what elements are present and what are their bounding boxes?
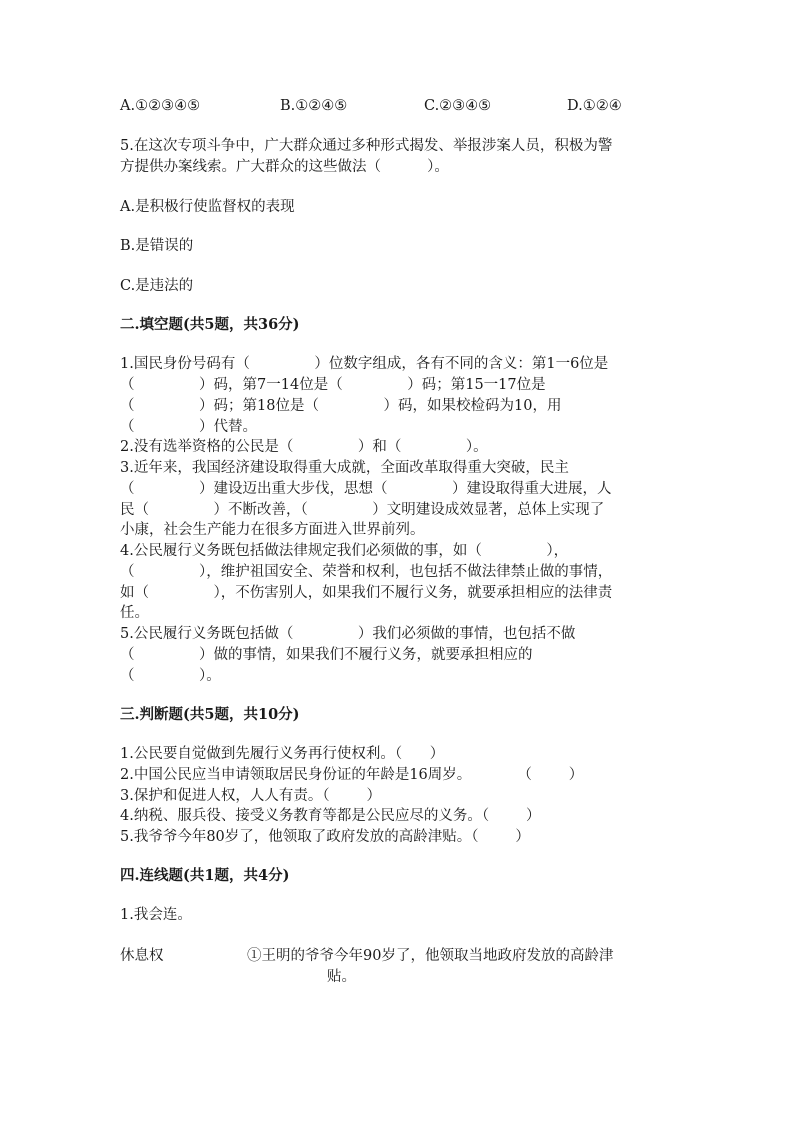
section-2-line: 小康，社会生产能力在很多方面进入世界前列。 [120, 522, 425, 538]
section-2-line: （ ）码；第18位是（ ）码，如果校检码为10，用 [120, 398, 562, 414]
q4-option-a: A.①②③④⑤ [120, 98, 201, 114]
q4-option-d: D.①②④ [567, 98, 622, 114]
section-2-line: （ ）建设迈出重大步伐，思想（ ）建设取得重大进展，人 [120, 481, 612, 497]
section-2-heading: 二.填空题(共5题，共36分) [120, 316, 300, 333]
section-2-line: （ ）码，第7一14位是（ ）码；第15一17位是 [120, 377, 546, 393]
section-2-line: 如（ ），不伤害别人，如果我们不履行义务，就要承担相应的法律责 [120, 585, 613, 601]
q5-option-a: A.是积极行使监督权的表现 [120, 199, 295, 215]
section-2-line: （ ）做的事情，如果我们不履行义务，就要承担相应的 [120, 647, 533, 663]
q4-option-c: C.②③④⑤ [424, 98, 492, 114]
matching-right-item-line-2: 贴。 [327, 969, 356, 985]
q5-stem-line-2: 方提供办案线索。广大群众的这些做法（ ）。 [120, 159, 449, 175]
section-3-line: 1.公民要自觉做到先履行义务再行使权利。（ ） [120, 746, 445, 762]
q5-option-c: C.是违法的 [120, 278, 194, 294]
matching-left-item: 休息权 [120, 948, 164, 964]
section-2-line: 任。 [120, 605, 149, 621]
section-2-line: 5.公民履行义务既包括做（ ）我们必须做的事情，也包括不做 [120, 626, 576, 642]
section-2-line: 1.国民身份号码有（ ）位数字组成，各有不同的含义：第1一6位是 [120, 356, 609, 372]
q4-option-b: B.①②④⑤ [280, 98, 348, 114]
q5-option-b: B.是错误的 [120, 238, 194, 254]
section-3-heading: 三.判断题(共5题，共10分) [120, 706, 300, 723]
section-2-line: 3.近年来，我国经济建设取得重大成就，全面改革取得重大突破，民主 [120, 460, 569, 476]
section-2-line: （ ），维护祖国安全、荣誉和权利，也包括不做法律禁止做的事情， [120, 564, 613, 580]
matching-right-item-line-1: ①王明的爷爷今年90岁了，他领取当地政府发放的高龄津 [247, 948, 614, 964]
section-3-line: 3.保护和促进人权，人人有责。（ ） [120, 788, 381, 804]
section-2-line: （ ）。 [120, 668, 221, 684]
q5-stem-line-1: 5.在这次专项斗争中，广大群众通过多种形式揭发、举报涉案人员，积极为警 [120, 138, 613, 154]
section-3-line: 5.我爷爷今年80岁了，他领取了政府发放的高龄津贴。（ ） [120, 829, 530, 845]
section-2-line: 2.没有选举资格的公民是（ ）和（ ）。 [120, 439, 488, 455]
section-4-heading: 四.连线题(共1题，共4分) [120, 867, 290, 884]
section-4-intro: 1.我会连。 [120, 907, 192, 923]
section-2-line: （ ）代替。 [120, 419, 258, 435]
section-3-line: 2.中国公民应当申请领取居民身份证的年龄是16周岁。 （ ） [120, 767, 584, 783]
section-2-line: 民（ ）不断改善，（ ）文明建设成效显著，总体上实现了 [120, 502, 605, 518]
section-2-line: 4.公民履行义务既包括做法律规定我们必须做的事，如（ ）， [120, 543, 569, 559]
section-3-line: 4.纳税、服兵役、接受义务教育等都是公民应尽的义务。（ ） [120, 808, 541, 824]
